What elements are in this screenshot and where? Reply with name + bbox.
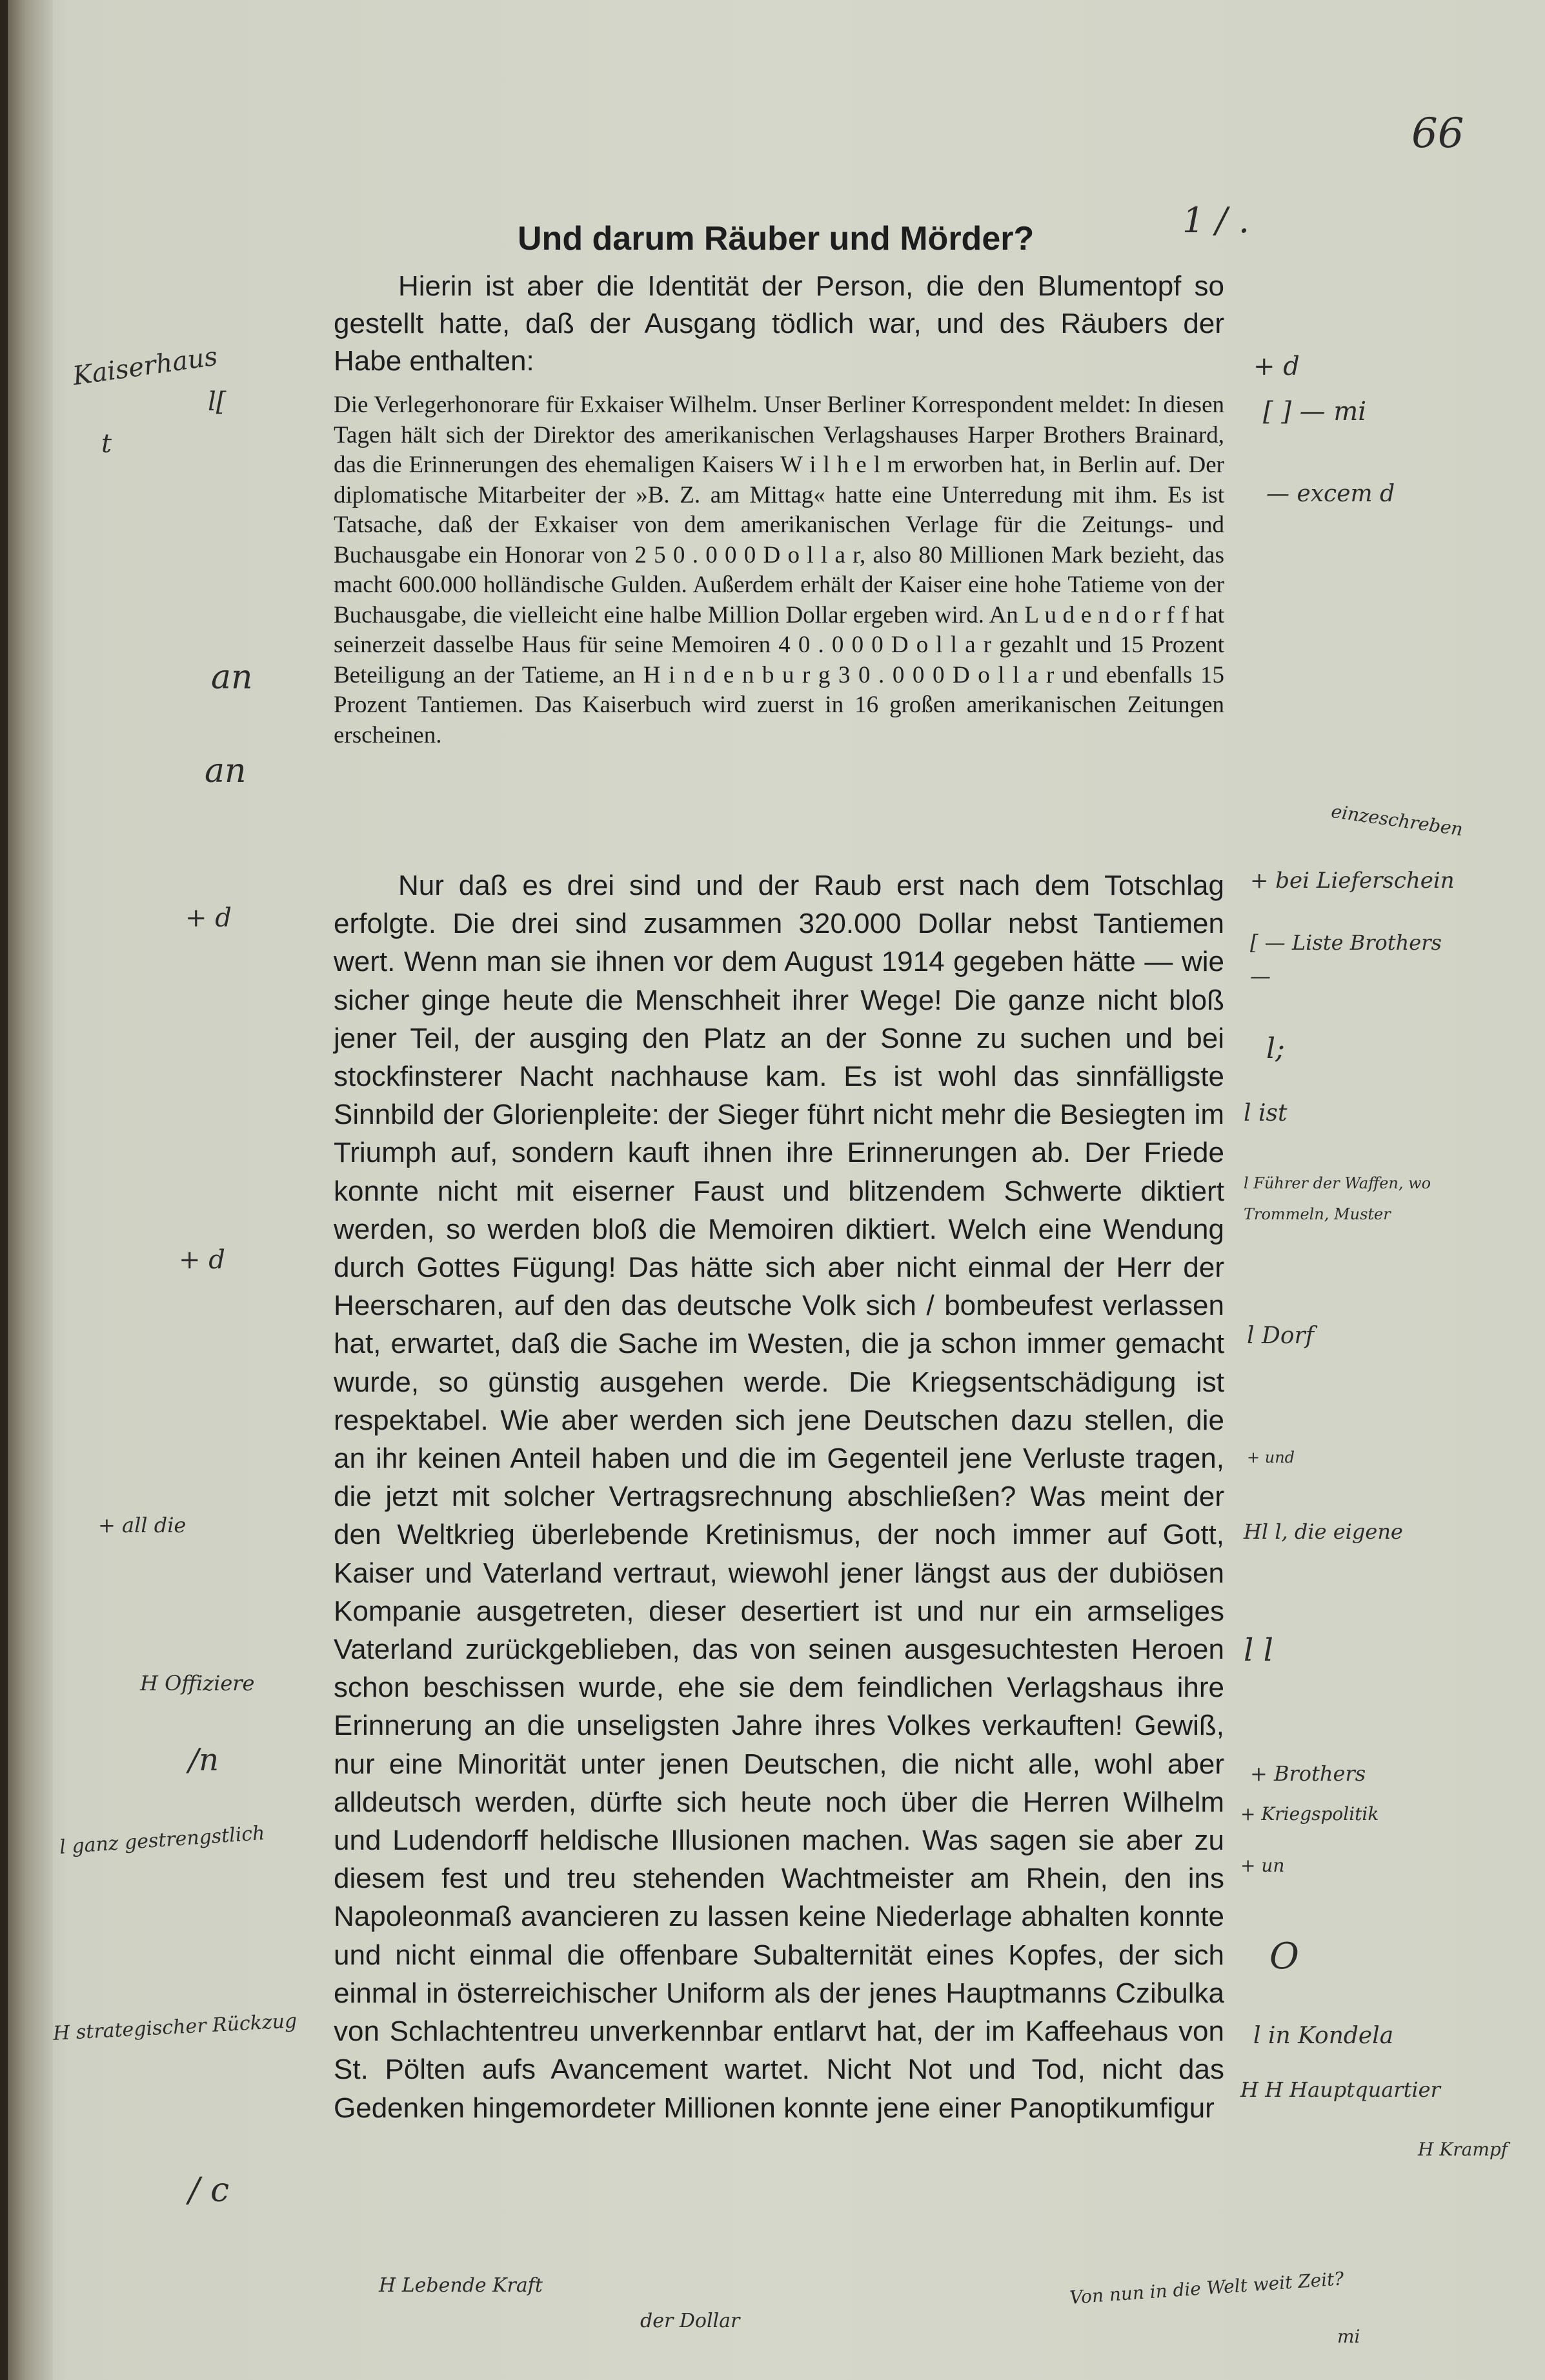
margin-note-left: an bbox=[205, 752, 247, 790]
margin-note-right: H H Hauptquartier bbox=[1240, 2077, 1440, 2102]
margin-note-right: l Führer der Waffen, wo Trommeln, Muster bbox=[1244, 1174, 1431, 1223]
quote-text: Die Verlegerhonorare für Exkaiser Wilhelm. Unser Berliner Korrespondent meldet: In diesen Tagen hält sich der Direktor des amerikanischen Verlagshauses Harper Brothers Brainard, das die Erinnerungen des ehemaligen Kaisers W i l h e l m erworben hat, in Berlin auf. Der diplomatische Mitarbeiter der »B. Z. am Mittag« hatte eine Unterredung mit ihm. Es ist Tatsache, daß der Exkaiser von dem amerikanischen Verlage für die Zeitungs- und Buchausgabe ein Honorar von 2 5 0 . 0 0 0 D o l l a r, also 80 Millionen Mark bezieht, das macht 600.000 holländische Gulden. Außerdem erhält der Kaiser eine hohe Tatieme von der Buchausgabe, die vielleicht eine halbe Million Dollar ergeben wird. An L u d e n d o r f f hat seinerzeit dasselbe Haus für seine Memoiren 4 0 . 0 0 0 D o l l a r gezahlt und 15 Prozent Beteiligung an der Tatieme, an H i n d e n b u r g 3 0 . 0 0 0 D o l l a r und ebenfalls 15 Prozent Tantiemen. Das Kaiserbuch wird zuerst in 16 großen amerikanischen Zeitungen erscheinen. bbox=[334, 392, 1224, 748]
manuscript-page bbox=[8, 0, 1545, 2380]
margin-note-left: + all die bbox=[98, 1513, 187, 1537]
margin-note-right: l; bbox=[1266, 1032, 1285, 1065]
margin-note-right: O bbox=[1269, 1935, 1299, 1977]
margin-note-left: l ganz gestrengstlich bbox=[59, 1821, 266, 1859]
book-binding-edge bbox=[8, 0, 53, 2380]
body-paragraph bbox=[334, 866, 1224, 2127]
margin-note-right: Hl l, die eigene bbox=[1244, 1519, 1403, 1544]
margin-note-left: H strategischer Rückzug bbox=[52, 2010, 298, 2045]
lead-paragraph bbox=[334, 268, 1224, 380]
margin-note-left: l[ bbox=[208, 387, 227, 417]
margin-note-right: + un bbox=[1240, 1855, 1285, 1876]
margin-note-right: — excem d bbox=[1266, 481, 1395, 507]
margin-note-right: einzeschreben bbox=[1329, 800, 1464, 841]
margin-note-right: l ist bbox=[1244, 1100, 1288, 1126]
margin-note-left: / c bbox=[188, 2171, 230, 2210]
margin-note-right: l Dorf bbox=[1247, 1323, 1315, 1349]
margin-note-right: + d bbox=[1253, 352, 1300, 381]
margin-note-bottom: Von nun in die Welt weit Zeit? bbox=[1069, 2268, 1345, 2308]
margin-note-bottom: der Dollar bbox=[640, 2310, 740, 2332]
margin-note-right: 1 / . bbox=[1182, 200, 1250, 241]
margin-note-right: + bei Lieferschein bbox=[1250, 868, 1455, 894]
margin-note-right: + Brothers bbox=[1250, 1761, 1366, 1786]
margin-note-left: + d bbox=[179, 1245, 225, 1275]
lead-text: Hierin ist aber die Identität der Person, die den Blumentopf so gestellt hatte, daß der Ausgang tödlich war, und des Räubers der Habe enthalten: bbox=[334, 270, 1224, 377]
margin-note-right: [ ] — mi bbox=[1263, 397, 1367, 426]
margin-note-right: l l bbox=[1244, 1632, 1273, 1668]
margin-note-right: [ — Liste Brothers — bbox=[1250, 930, 1442, 988]
margin-note-right: H Krampf bbox=[1418, 2139, 1508, 2160]
margin-note-bottom: H Lebende Kraft bbox=[379, 2274, 543, 2297]
body-text: Nur daß es drei sind und der Raub erst nach dem Totschlag erfolgte. Die drei sind zusammen 320.000 Dollar nebst Tantiemen wert. Wenn man sie ihnen vor dem August 1914 gegeben hätte — wie sicher ginge heute die Menschheit ihrer Wege! Die ganze nicht bloß jener Teil, der ausging den Platz an der Sonne zu suchen und bei stockfinsterer Nacht nachhause kam. Es ist wohl das sinnfälligste Sinnbild der Glorienpleite: der Sieger führt nicht mehr die Besiegten im Triumph auf, sondern kauft ihnen ihre Erinnerungen ab. Der Friede konnte nicht mit eiserner Faust und blitzendem Schwerte diktiert werden, so werden bloß die Memoiren diktiert. Welch eine Wendung durch Gottes Fügung! Das hätte sich aber nicht einmal der Herr der Heerscharen, auf den das deutsche Volk sich / bombeufest verlassen hat, erwartet, daß die Sache im Westen, die ja schon immer gemacht wurde, so günstig ausgehen werde. Die Kriegsentschädigung ist respektabel. Wie aber werden sich jene Deutschen dazu stellen, die an ihr keinen Anteil haben und die im Gegenteil jene Verluste tragen, die jetzt mit solcher Vertragsrechnung abschließen? Was meint der den Weltkrieg überlebende Kretinismus, der noch immer auf Gott, Kaiser und Vaterland vertraut, wiewohl jener längst aus der dubiösen Kompanie ausgetreten, dieser desertiert ist und nur ein armseliges Vaterland zurückgeblieben, das von seinen ausgesuchtesten Heroen schon beschissen wurde, ehe sie dem feindlichen Verlagshaus ihre Erinnerung an die unseligsten Jahre ihres Volkes verkauften! Gewiß, nur eine Minorität unter jenen Deutschen, die nicht alle, wohl aber alldeutsch werden, dürfte sich heute noch über die Herren Wilhelm und Ludendorff heldische Illusionen machen. Was sagen sie aber zu diesem fest und treu stehenden Wachtmeister am Rhein, den ins Napoleonmaß avancieren zu lassen keine Niederlage abhalten konnte und nicht einmal die offenbare Subalternität eines Kopfes, der sich einmal in österreichischer Uniform als der jenes Hauptmanns Czibulka von Schlachtentreu unverkennbar entlarvt hat, der im Kaffeehaus von St. Pölten aufs Avancement wartet. Nicht Not und Tod, nicht das Gedenken hingemordeter Millionen konnte jene einer Panoptikumfigur bbox=[334, 870, 1224, 2124]
margin-note-left: /n bbox=[188, 1742, 219, 1778]
margin-note-right: + Kriegspolitik bbox=[1240, 1803, 1379, 1825]
margin-note-left: Kaiserhaus bbox=[70, 341, 219, 392]
margin-note-left: an bbox=[211, 658, 253, 697]
margin-note-bottom: mi bbox=[1337, 2326, 1360, 2347]
margin-note-left: t bbox=[101, 429, 112, 459]
margin-note-left: + d bbox=[185, 903, 232, 933]
page-heading: Und darum Räuber und Mörder? bbox=[518, 220, 1035, 257]
margin-note-right: l in Kondela bbox=[1253, 2023, 1394, 2049]
page-number: 66 bbox=[1411, 110, 1464, 157]
margin-note-left: H Offiziere bbox=[140, 1671, 255, 1695]
quoted-news-paragraph bbox=[334, 390, 1224, 750]
margin-note-right: + und bbox=[1247, 1448, 1295, 1466]
